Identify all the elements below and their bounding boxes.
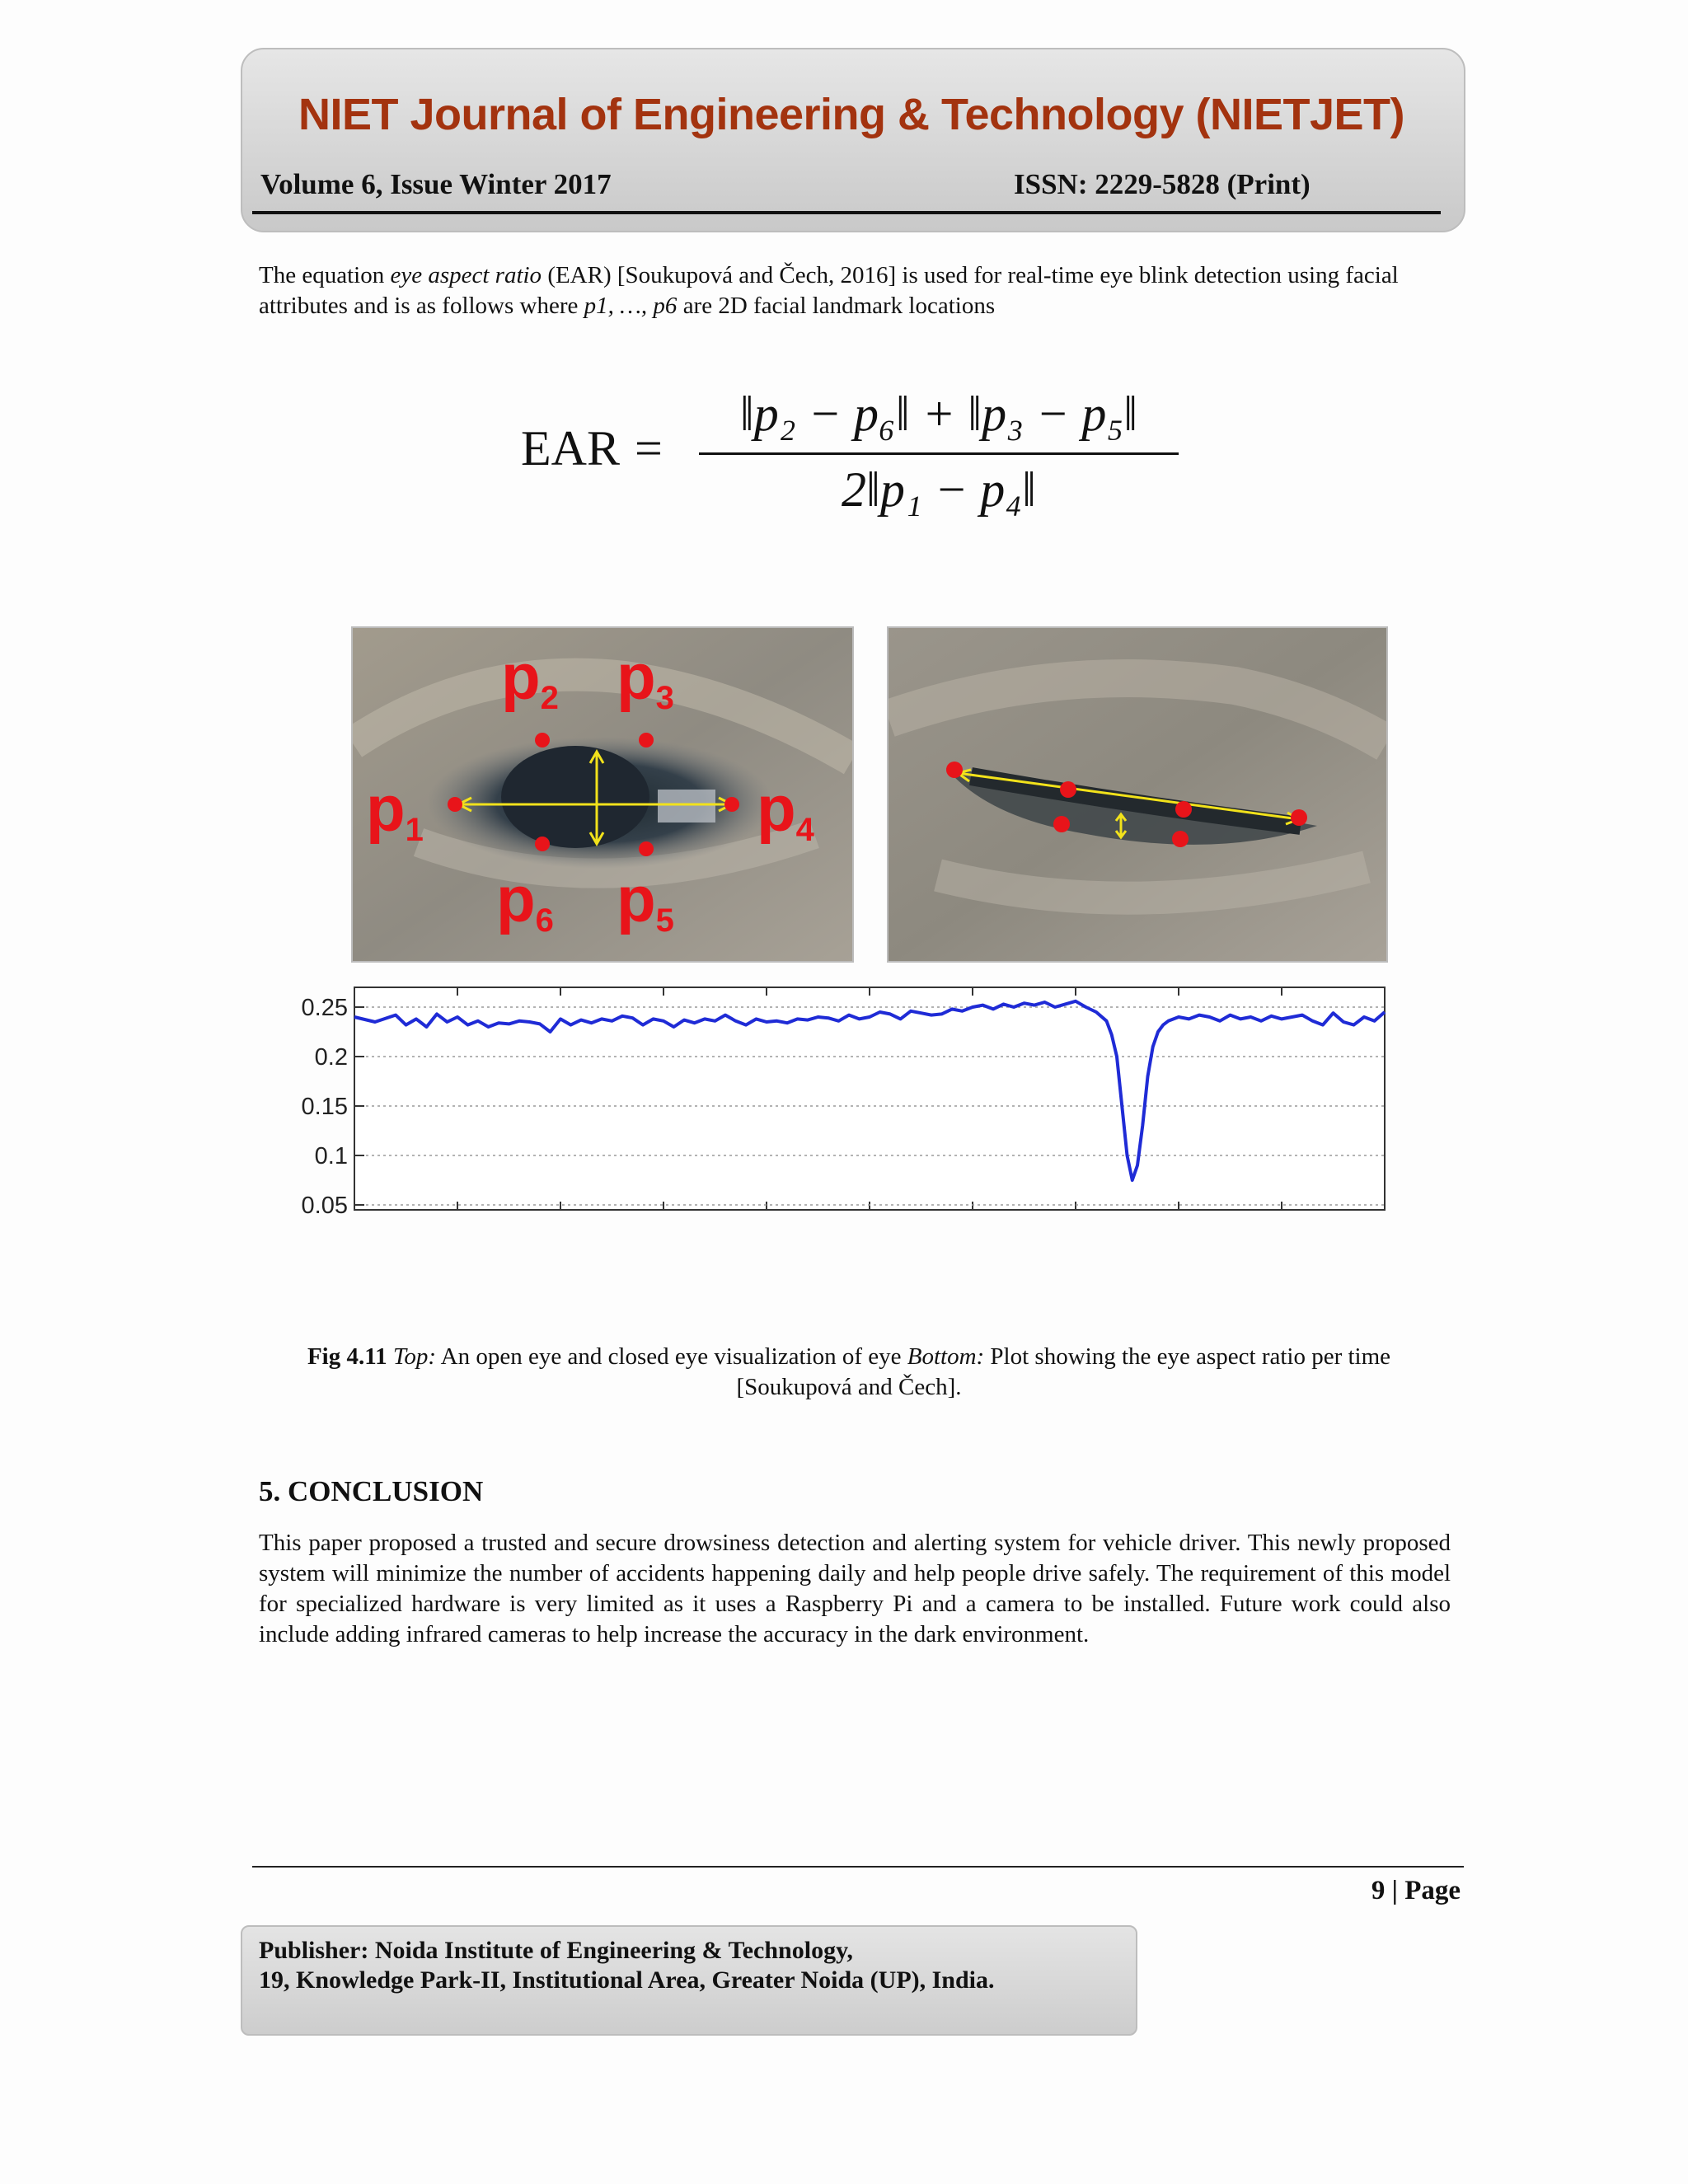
intro-term: eye aspect ratio — [390, 262, 542, 288]
open-eye-image — [351, 626, 854, 963]
intro-text-2: (EAR) [Soukupová and Čech, 2016] is used for real-time eye blink detection using facial attributes and is as follows where — [259, 262, 1399, 319]
header-rule — [252, 211, 1441, 214]
header-band — [241, 48, 1465, 232]
closed-landmark-p5-dot — [1172, 831, 1189, 847]
landmark-p5-dot — [639, 841, 654, 856]
journal-title: NIET Journal of Engineering & Technology (NIETJET) — [298, 90, 1405, 139]
plot-area — [354, 987, 1385, 1210]
page-number: 9 | Page — [1371, 1876, 1461, 1905]
landmark-p4-dot — [724, 797, 739, 812]
formula-denominator: 2‖p₁ − p₄‖ — [842, 462, 1036, 517]
landmark-p6-dot — [535, 837, 550, 851]
closed-landmark-p4-dot — [1291, 809, 1307, 826]
footer-rule — [252, 1866, 1464, 1868]
y-tick-label: 0.2 — [314, 1044, 348, 1071]
closed-eye-image — [887, 626, 1388, 963]
label-p2: $p_2$ — [501, 640, 559, 716]
caption-text-1: An open eye and closed eye visualization of eye — [435, 1343, 907, 1370]
closed-landmark-p1-dot — [946, 762, 963, 778]
landmark-p3-dot — [639, 733, 654, 748]
closed-eye-svg — [889, 628, 1386, 961]
formula-equals: = — [635, 421, 663, 476]
y-tick-label: 0.1 — [314, 1143, 348, 1169]
issn: ISSN: 2229-5828 (Print) — [1014, 168, 1311, 200]
intro-paragraph — [259, 260, 1451, 321]
formula-lhs: EAR — [521, 421, 620, 476]
landmark-p1-dot — [448, 797, 462, 812]
formula-fraction-bar — [699, 452, 1179, 455]
intro-vars: p1, …, p6 — [584, 293, 678, 319]
y-tick-label: 0.15 — [301, 1094, 348, 1120]
conclusion-paragraph: This paper proposed a trusted and secure drowsiness detection and alerting system for vehicle driver. This newly proposed system will minimize the number of accidents happening daily and help people drive safely. The requirement of this model for specialized hardware is very limited as it uses a Raspberry Pi and a camera to be installed. Future work could also include adding infrared cameras to help increase the accuracy in the dark environment. — [259, 1530, 1451, 1647]
intro-text-3: are 2D facial landmark locations — [677, 293, 996, 319]
publisher-address: 19, Knowledge Park-II, Institutional Area, Greater Noida (UP), India. — [259, 1966, 995, 1994]
figure-caption — [247, 1342, 1451, 1403]
label-p6: $p_6$ — [496, 863, 554, 939]
label-p3: $p_3$ — [617, 640, 674, 716]
landmark-p2-dot — [535, 733, 550, 748]
closed-landmark-p2-dot — [1060, 781, 1076, 798]
y-tick-label: 0.25 — [301, 995, 348, 1021]
closed-landmark-p6-dot — [1053, 816, 1070, 832]
caption-top: Top: — [392, 1343, 436, 1370]
section-heading: 5. CONCLUSION — [259, 1475, 484, 1507]
label-p4: $p_4$ — [757, 772, 814, 848]
volume-issue: Volume 6, Issue Winter 2017 — [260, 168, 612, 200]
publisher-name: Publisher: Noida Institute of Engineering & Technology, — [259, 1937, 853, 1964]
closed-landmark-p3-dot — [1175, 801, 1192, 818]
intro-text-1: The equation — [259, 262, 391, 288]
ear-line-chart — [280, 981, 1401, 1220]
label-p1: $p_1$ — [366, 772, 424, 848]
y-tick-label: 0.05 — [301, 1193, 348, 1219]
caption-label: Fig 4.11 — [307, 1343, 387, 1370]
caption-text-2: Plot showing the eye aspect ratio per time [Soukupová and Čech]. — [736, 1343, 1391, 1400]
formula-numerator: ‖p₂ − p₆‖ + ‖p₃ − p₅‖ — [739, 387, 1138, 441]
label-p5: $p_5$ — [617, 863, 674, 939]
caption-bottom: Bottom: — [907, 1343, 985, 1370]
